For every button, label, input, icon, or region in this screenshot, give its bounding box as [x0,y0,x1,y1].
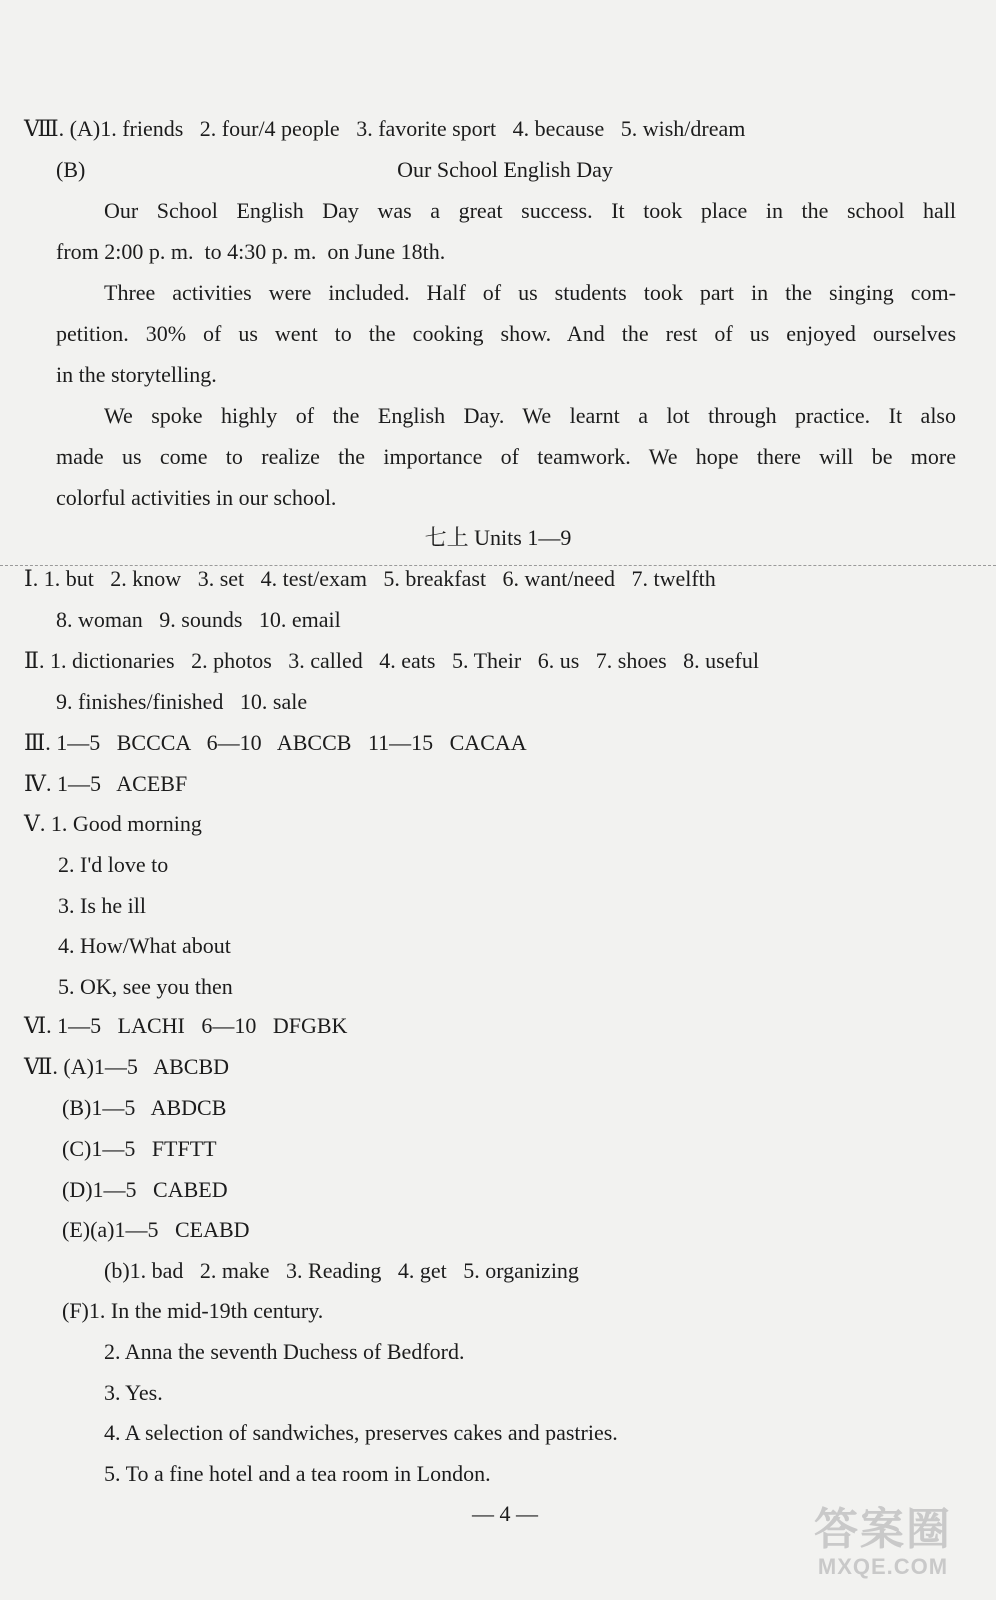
section-5-answer-5: 5. OK, see you then [58,974,233,999]
section-1-answers-line-2: 8. woman 9. sounds 10. email [56,607,341,632]
section-3-answers: Ⅲ. 1—5 BCCCA 6—10 ABCCB 11—15 CACAA [24,730,527,755]
essay-paragraph-1-line-1: Our School English Day was a great success. It took place in the school hall [104,198,956,223]
essay-title: Our School English Day [397,157,613,182]
unit-section-header: 七上 Units 1—9 [424,525,572,550]
watermark-logo [798,1506,968,1586]
section-2-answers-line-2: 9. finishes/finished 10. sale [56,689,308,714]
watermark-logo-text: 答案圈 [814,1505,952,1554]
essay-paragraph-1-line-2: from 2:00 p. m. to 4:30 p. m. on June 18th. [56,239,446,264]
section-4-answers: Ⅳ. 1—5 ACEBF [24,771,188,796]
essay-paragraph-2-line-1: Three activities were included. Half of us students took part in the singing com- [104,280,956,305]
section-7-part-f-answer-2: 2. Anna the seventh Duchess of Bedford. [104,1339,465,1364]
section-2-answers-line-1: Ⅱ. 1. dictionaries 2. photos 3. called 4. eats 5. Their 6. us 7. shoes 8. useful [24,648,759,673]
essay-paragraph-3-line-3: colorful activities in our school. [56,485,337,510]
watermark-url: MXQE.COM [817,1554,949,1579]
section-7-part-e-b: (b)1. bad 2. make 3. Reading 4. get 5. organizing [104,1258,579,1283]
section-5-answer-4: 4. How/What about [58,933,231,958]
essay-paragraph-2-line-3: in the storytelling. [56,362,217,387]
section-6-answers: Ⅵ. 1—5 LACHI 6—10 DFGBK [24,1013,348,1038]
essay-paragraph-2-line-2: petition. 30% of us went to the cooking show. And the rest of us enjoyed ourselves [56,321,956,346]
section-7-part-e-a: (E)(a)1—5 CEABD [62,1217,250,1242]
section-5-answer-2: 2. I'd love to [58,852,169,877]
section-7-part-c: (C)1—5 FTFTT [62,1136,217,1161]
section-7-part-f-answer-5: 5. To a fine hotel and a tea room in London. [104,1461,491,1486]
section-5-answer-1: Ⅴ. 1. Good morning [24,811,202,836]
essay-paragraph-3-line-2: made us come to realize the importance of teamwork. We hope there will be more [56,444,956,469]
section-7-part-f-answer-3: 3. Yes. [104,1380,163,1405]
section-7-part-b: (B)1—5 ABDCB [62,1095,227,1120]
section-7-part-f-answer-4: 4. A selection of sandwiches, preserves cakes and pastries. [104,1420,618,1445]
essay-paragraph-3-line-1: We spoke highly of the English Day. We learnt a lot through practice. It also [104,403,956,428]
section-8-part-a-answers: Ⅷ. (A)1. friends 2. four/4 people 3. favorite sport 4. because 5. wish/dream [24,116,746,141]
section-8-part-b-label: (B) [56,157,86,182]
section-5-answer-3: 3. Is he ill [58,893,146,918]
section-7-part-a: Ⅶ. (A)1—5 ABCBD [24,1054,230,1079]
page-number: — 4 — [472,1501,538,1526]
section-7-part-f-answer-1: (F)1. In the mid-19th century. [62,1298,324,1323]
section-7-part-d: (D)1—5 CABED [62,1177,228,1202]
section-1-answers-line-1: Ⅰ. 1. but 2. know 3. set 4. test/exam 5. breakfast 6. want/need 7. twelfth [24,566,716,591]
